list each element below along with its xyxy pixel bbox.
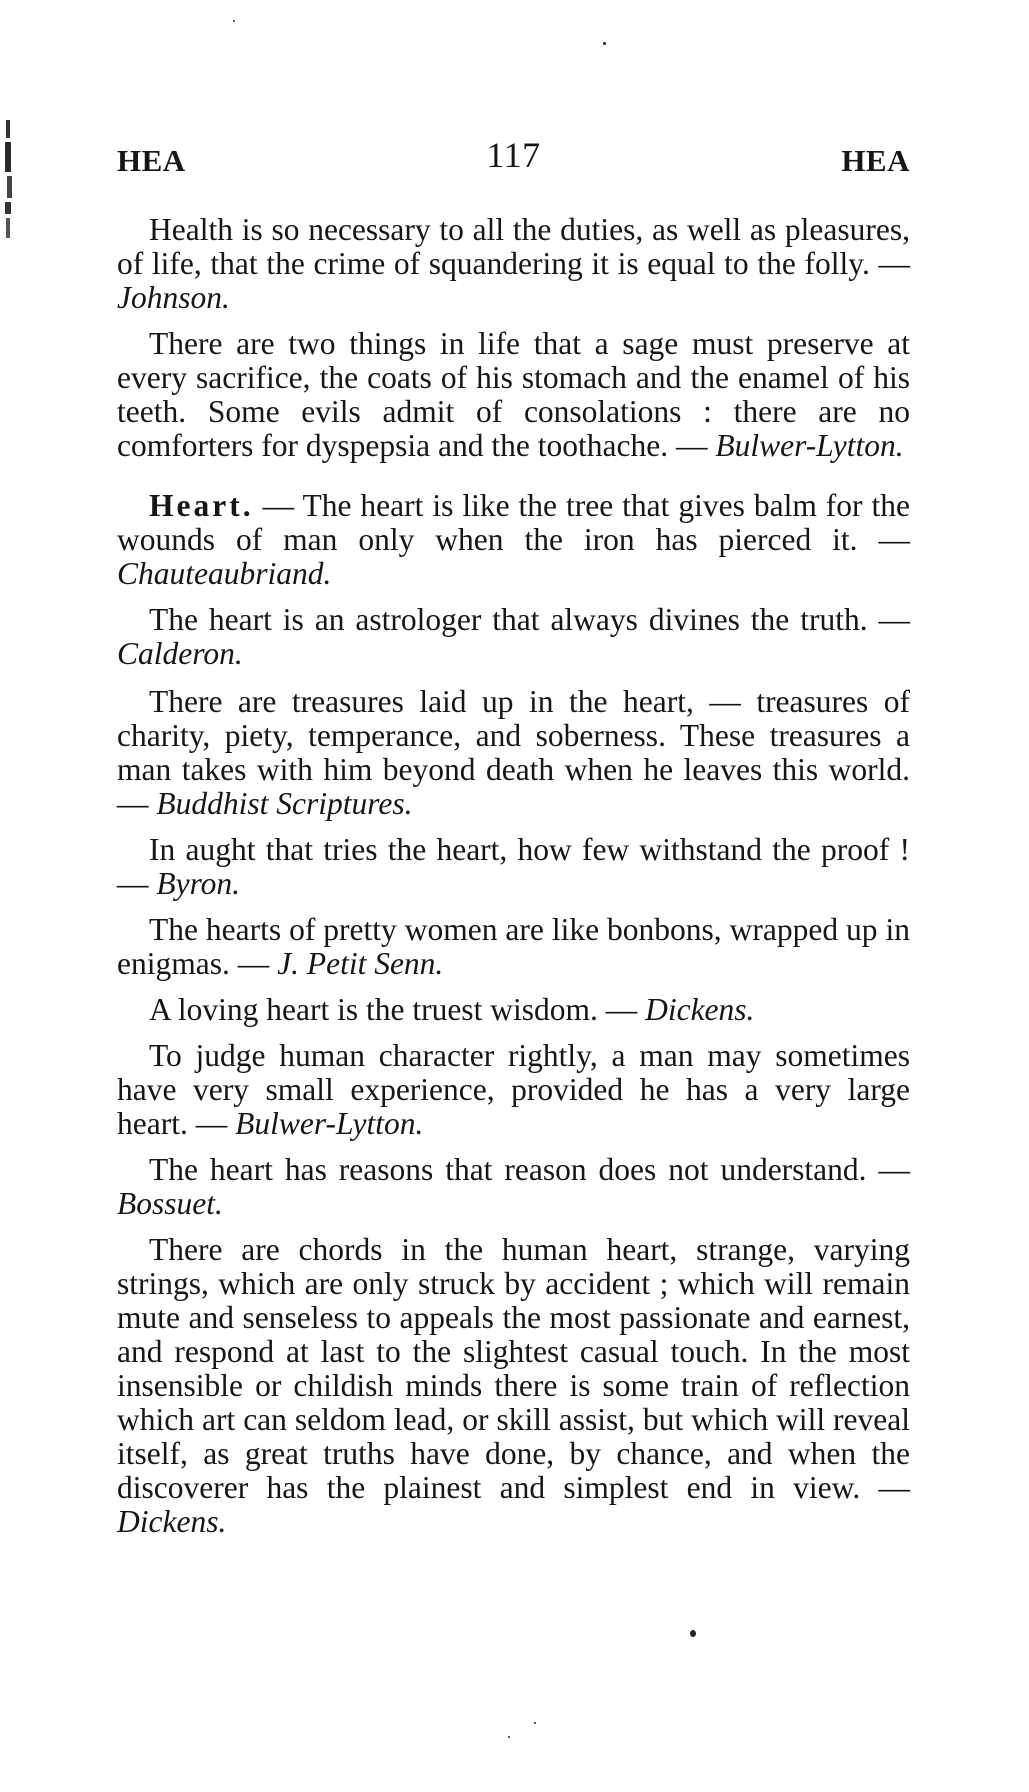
- quotation-author: Byron.: [156, 866, 241, 901]
- quotation-paragraph: [117, 685, 910, 821]
- quotation-paragraph: [117, 603, 910, 671]
- quotation-author: Bulwer-Lytton.: [715, 428, 904, 463]
- quotation-text: In aught that tries the heart, how few withstand the proof ! —: [117, 832, 910, 901]
- speck-mark: [603, 42, 606, 45]
- body-text: [117, 213, 910, 1539]
- quotation-text: There are chords in the human heart, strange, varying strings, which are only struck by accident ; which will remain mute and senseless to appeals the most passionate and earnest, and respond at last to the slightest casual touch. In the most insensible or childish minds there is some train of reflection which art can seldom lead, or skill assist, but which will reveal itself, as great truths have done, by chance, and when the discoverer has the plainest and simplest end in view. —: [117, 1232, 910, 1505]
- quotation-text: A loving heart is the truest wisdom. —: [149, 992, 646, 1027]
- quotation-author: Johnson.: [117, 280, 230, 315]
- quotation-text: There are two things in life that a sage must preserve at every sacrifice, the coats of his stomach and the enamel of his teeth. Some evils admit of consolations : there are no comforters for dyspepsia and the toothache. —: [117, 326, 910, 463]
- quotation-author: Bulwer-Lytton.: [235, 1106, 424, 1141]
- quotation-author: Chauteaubriand.: [117, 556, 332, 591]
- binding-edge-mark: [4, 120, 14, 245]
- speck-mark: [690, 1630, 696, 1637]
- topic-heading: Heart.: [149, 488, 254, 523]
- quotation-author: Dickens.: [645, 992, 755, 1027]
- quotation-author: Calderon.: [117, 636, 243, 671]
- quotation-paragraph: [117, 213, 910, 315]
- quotation-paragraph: [117, 1039, 910, 1141]
- quotation-text: Health is so necessary to all the duties, as well as pleasures, of life, that the crime of squandering it is equal to the folly. —: [117, 212, 910, 281]
- quotation-author: J. Petit Senn.: [277, 946, 444, 981]
- quotation-text: The heart has reasons that reason does not understand. —: [149, 1152, 910, 1187]
- running-head: [117, 135, 910, 191]
- quotation-paragraph: [117, 489, 910, 591]
- speck-mark: [233, 20, 235, 22]
- quotation-text: The hearts of pretty women are like bonbons, wrapped up in enigmas. —: [117, 912, 910, 981]
- quotation-text: There are treasures laid up in the heart, — treasures of charity, piety, temperance, and soberness. These treasures a man takes with him beyond death when he leaves this world. —: [117, 684, 910, 821]
- quotation-text: To judge human character rightly, a man may sometimes have very small experience, provided he has a very large heart. —: [117, 1038, 910, 1141]
- quotation-paragraph: [117, 833, 910, 901]
- quotation-text: The heart is an astrologer that always divines the truth. —: [149, 602, 910, 637]
- speck-mark: [508, 1736, 510, 1738]
- quotation-text: — The heart is like the tree that gives balm for the wounds of man only when the iron has pierced it. —: [117, 488, 910, 557]
- quotation-author: Buddhist Scriptures.: [156, 786, 413, 821]
- quotation-paragraph: [117, 913, 910, 981]
- page-number: 117: [486, 135, 541, 175]
- quotation-author: Dickens.: [117, 1504, 227, 1539]
- quotation-paragraph: [117, 327, 910, 463]
- quotation-paragraph: [117, 1233, 910, 1539]
- running-head-right: HEA: [841, 143, 910, 178]
- quotation-author: Bossuet.: [117, 1186, 223, 1221]
- quotation-paragraph: [117, 993, 910, 1027]
- running-head-left: HEA: [117, 143, 186, 178]
- quotation-paragraph: [117, 1153, 910, 1221]
- speck-mark: [534, 1722, 536, 1724]
